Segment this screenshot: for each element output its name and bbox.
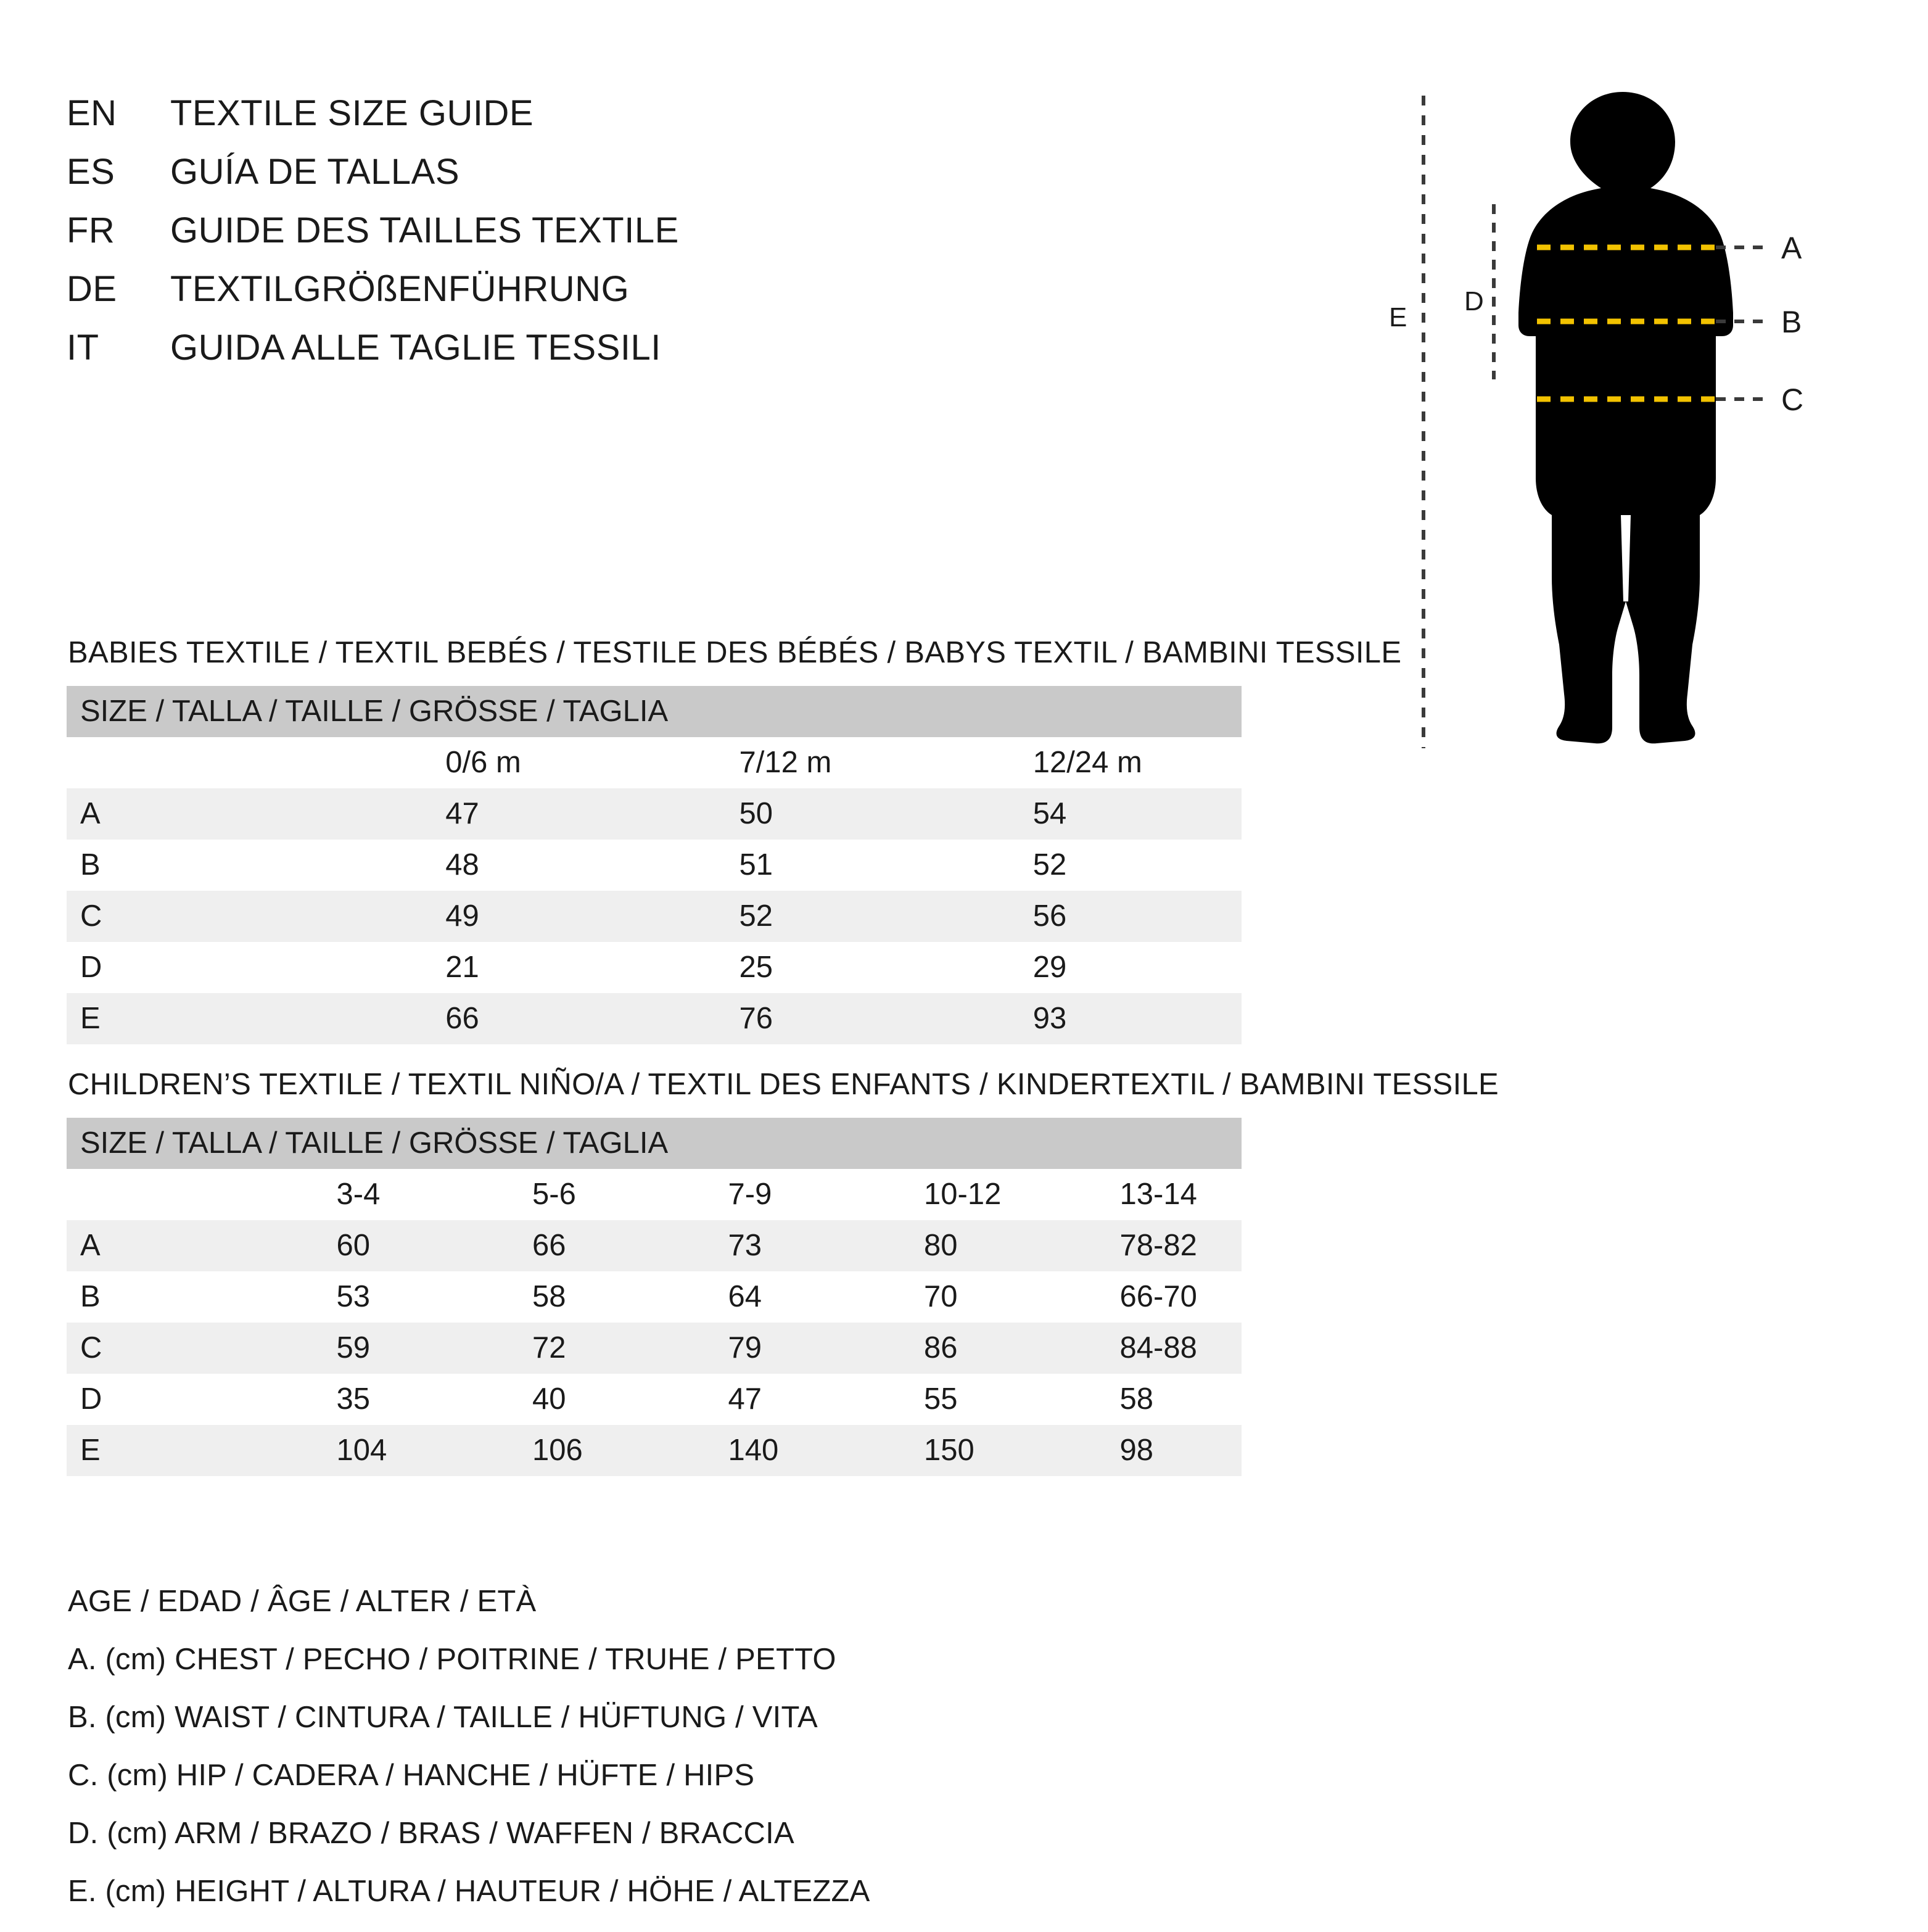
table-row (67, 942, 1242, 993)
children-cell-c-4: 84-88 (1046, 1323, 1242, 1374)
title-row-en (67, 93, 1053, 134)
children-row-label-e: E (67, 1425, 263, 1476)
babies-size-table (67, 686, 1242, 1044)
babies-row-label-d: D (67, 942, 360, 993)
children-row-label-c: C (67, 1323, 263, 1374)
babies-row-label-e: E (67, 993, 360, 1044)
babies-cell-e-0: 66 (360, 993, 654, 1044)
children-cell-a-0: 60 (263, 1220, 459, 1271)
language-code-es: ES (67, 152, 115, 192)
children-column-1: 5-6 (458, 1169, 654, 1220)
title-text-de: TEXTILGRÖßENFÜHRUNG (170, 269, 630, 309)
table-row (67, 840, 1242, 891)
babies-row-label-c: C (67, 891, 360, 942)
title-row-fr (67, 210, 1053, 251)
children-cell-c-3: 86 (850, 1323, 1046, 1374)
children-cell-c-1: 72 (458, 1323, 654, 1374)
children-column-3: 10-12 (850, 1169, 1046, 1220)
children-cell-a-1: 66 (458, 1220, 654, 1271)
figure-label-d: D (1464, 286, 1484, 316)
table-header-row (67, 686, 1242, 737)
figure-label-e: E (1389, 302, 1407, 332)
children-cell-b-1: 58 (458, 1271, 654, 1323)
babies-cell-d-2: 29 (948, 942, 1242, 993)
children-cell-b-2: 64 (654, 1271, 851, 1323)
table-row (67, 1323, 1242, 1374)
children-cell-a-4: 78-82 (1046, 1220, 1242, 1271)
language-code-en: EN (67, 93, 117, 133)
table-row (67, 993, 1242, 1044)
children-cell-d-3: 55 (850, 1374, 1046, 1425)
title-text-en: TEXTILE SIZE GUIDE (170, 93, 534, 133)
babies-corner-cell (67, 737, 360, 788)
figure-label-c: C (1781, 382, 1804, 417)
table-row (67, 1271, 1242, 1323)
children-cell-b-3: 70 (850, 1271, 1046, 1323)
children-column-0: 3-4 (263, 1169, 459, 1220)
babies-cell-a-1: 50 (654, 788, 948, 840)
babies-table-header: SIZE / TALLA / TAILLE / GRÖSSE / TAGLIA (67, 686, 1242, 737)
language-code-de: DE (67, 269, 117, 309)
table-row (67, 788, 1242, 840)
children-row-label-a: A (67, 1220, 263, 1271)
figure-label-b: B (1781, 305, 1802, 339)
title-text-es: GUÍA DE TALLAS (170, 152, 460, 192)
children-section-heading: CHILDREN’S TEXTILE / TEXTIL NIÑO/A / TEXTIL DES ENFANTS / KINDERTEXTIL / BAMBINI TESSILE (68, 1068, 1499, 1101)
children-cell-b-0: 53 (263, 1271, 459, 1323)
babies-cell-b-1: 51 (654, 840, 948, 891)
children-cell-a-2: 73 (654, 1220, 851, 1271)
title-row-de (67, 268, 1053, 310)
babies-cell-d-1: 25 (654, 942, 948, 993)
children-cell-d-0: 35 (263, 1374, 459, 1425)
children-column-2: 7-9 (654, 1169, 851, 1220)
title-row-it (67, 327, 1053, 368)
legend-line-age: AGE / EDAD / ÂGE / ALTER / ETÀ (68, 1585, 537, 1618)
legend-line-c: C. (cm) HIP / CADERA / HANCHE / HÜFTE / HIPS (68, 1759, 755, 1792)
babies-cell-b-0: 48 (360, 840, 654, 891)
babies-cell-c-1: 52 (654, 891, 948, 942)
children-cell-e-0: 104 (263, 1425, 459, 1476)
babies-cell-e-1: 76 (654, 993, 948, 1044)
figure-label-a: A (1781, 231, 1802, 265)
legend-line-d: D. (cm) ARM / BRAZO / BRAS / WAFFEN / BRACCIA (68, 1817, 794, 1850)
table-row (67, 1220, 1242, 1271)
measurement-legend (68, 1584, 870, 1932)
babies-section-heading: BABIES TEXTILE / TEXTIL BEBÉS / TESTILE DES BÉBÉS / BABYS TEXTIL / BAMBINI TESSILE (68, 636, 1402, 669)
babies-row-label-a: A (67, 788, 360, 840)
children-size-table (67, 1118, 1242, 1476)
children-cell-c-2: 79 (654, 1323, 851, 1374)
children-corner-cell (67, 1169, 263, 1220)
children-cell-d-4: 58 (1046, 1374, 1242, 1425)
children-cell-e-2: 140 (654, 1425, 851, 1476)
babies-column-row (67, 737, 1242, 788)
babies-cell-e-2: 93 (948, 993, 1242, 1044)
children-column-4: 13-14 (1046, 1169, 1242, 1220)
babies-column-2: 12/24 m (948, 737, 1242, 788)
children-cell-b-4: 66-70 (1046, 1271, 1242, 1323)
table-header-row (67, 1118, 1242, 1169)
children-row-label-d: D (67, 1374, 263, 1425)
babies-column-1: 7/12 m (654, 737, 948, 788)
babies-cell-d-0: 21 (360, 942, 654, 993)
children-cell-e-3: 150 (850, 1425, 1046, 1476)
table-row (67, 1374, 1242, 1425)
child-silhouette-icon (1518, 92, 1733, 743)
babies-column-0: 0/6 m (360, 737, 654, 788)
children-cell-e-1: 106 (458, 1425, 654, 1476)
babies-cell-c-2: 56 (948, 891, 1242, 942)
children-cell-a-3: 80 (850, 1220, 1046, 1271)
legend-line-e: E. (cm) HEIGHT / ALTURA / HAUTEUR / HÖHE / ALTEZZA (68, 1875, 870, 1908)
title-text-fr: GUIDE DES TAILLES TEXTILE (170, 210, 679, 250)
children-table-header: SIZE / TALLA / TAILLE / GRÖSSE / TAGLIA (67, 1118, 1242, 1169)
children-cell-d-2: 47 (654, 1374, 851, 1425)
babies-cell-a-0: 47 (360, 788, 654, 840)
babies-cell-a-2: 54 (948, 788, 1242, 840)
babies-cell-c-0: 49 (360, 891, 654, 942)
children-cell-c-0: 59 (263, 1323, 459, 1374)
title-block (67, 93, 1053, 386)
legend-line-b: B. (cm) WAIST / CINTURA / TAILLE / HÜFTUNG / VITA (68, 1701, 818, 1734)
children-column-row (67, 1169, 1242, 1220)
babies-row-label-b: B (67, 840, 360, 891)
measurement-figure (1367, 83, 1848, 762)
children-cell-e-4: 98 (1046, 1425, 1242, 1476)
children-row-label-b: B (67, 1271, 263, 1323)
language-code-it: IT (67, 328, 99, 368)
babies-cell-b-2: 52 (948, 840, 1242, 891)
title-row-es (67, 151, 1053, 192)
table-row (67, 891, 1242, 942)
legend-line-a: A. (cm) CHEST / PECHO / POITRINE / TRUHE / PETTO (68, 1643, 836, 1676)
children-cell-d-1: 40 (458, 1374, 654, 1425)
title-text-it: GUIDA ALLE TAGLIE TESSILI (170, 328, 661, 368)
table-row (67, 1425, 1242, 1476)
language-code-fr: FR (67, 210, 115, 250)
